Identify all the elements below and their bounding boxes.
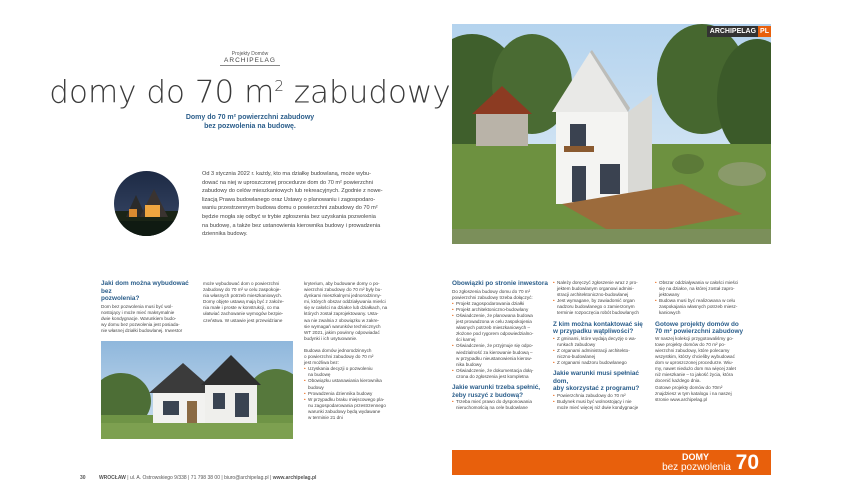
bullet-item: • Jest wymagane, by zawiadomić organ nadzoru budowlanego o zamierzonym terminie rozpoczęcia robót budowlanych: [553, 298, 651, 316]
body-line: wierzchni zabudowy do 70 m² były bu-: [304, 287, 382, 293]
col1-body: [101, 304, 199, 334]
intro-text: [202, 170, 407, 239]
intro-line: Od 3 stycznia 2022 r. każdy, kto ma działkę budowlaną, może wybu-: [202, 171, 372, 177]
body-line: jest możliwa bez:: [304, 360, 339, 366]
heading-line: aby skorzystać z programu?: [553, 385, 640, 393]
heading-line: Jakie warunki trzeba spełnić,: [452, 384, 541, 391]
bullet-item: • Obowiązku ustanawiania kierownika budowy: [304, 378, 402, 390]
body-line: znajdziesz w tym katalogu i na naszej: [655, 390, 732, 396]
footer: 30 WROCŁAW | ul. A. Ostrowskiego 9/338 | 71 798 38 00 | biuro@archipelag.pl | www.archipelag.pl: [80, 475, 317, 481]
body-line: o powierzchni zabudowy do 70 m²: [304, 354, 374, 360]
body-line: WT 2021, jakim powinny odpowiadać: [304, 329, 380, 335]
heading-line: żeby ruszyć z budową?: [452, 391, 524, 399]
heading-line: pozwolenia?: [101, 295, 140, 303]
column-6: [655, 280, 755, 403]
intro-line: zabudowy do celów mieszkaniowych lub rekreacyjnych. Zgodnie z nowe-: [202, 188, 383, 195]
body-line: wy domu bez pozwolenia jest posiada-: [101, 322, 180, 328]
body-line: W naszej kolekcji przygotowaliśmy go-: [655, 335, 734, 341]
body-line: nostojący i może mieć maksymalnie: [101, 309, 175, 315]
col5-bullets-3: [553, 393, 651, 411]
page-number: 30: [80, 475, 86, 481]
column-2: [203, 281, 293, 324]
photo-brand-badge: [707, 26, 771, 37]
kicker: Projekty Domów: [231, 51, 269, 57]
body-line: sie wymagań warunków technicznych: [304, 323, 381, 329]
bullet-item: • Oświadczenie, że dokumentacja dołą- czona do zgłoszenia jest kompletna: [452, 368, 548, 380]
bullet-item: • Powierzchnia zabudowy do 70 m²: [553, 393, 651, 399]
footer-city: WROCŁAW: [98, 475, 126, 481]
intro-line: na budowę, a także bez ustanowienia kierownika budowy i prowadzenia: [202, 222, 381, 229]
col4-intro: [452, 289, 548, 301]
footer-website[interactable]: www.archipelag.pl: [272, 475, 317, 481]
heading-line: Z kim można kontaktować się: [553, 320, 643, 328]
heading-line: Jakie warunki musi spełniać dom,: [553, 370, 639, 385]
house-photo-small: [101, 341, 293, 439]
column-1: [101, 280, 199, 334]
bullet-item: • Uzyskania decyzji o pozwoleniu na budowę: [304, 366, 402, 378]
footer-email[interactable]: biuro@archipelag.pl: [224, 475, 269, 481]
body-line: zabudowy do 70 m² w celu zaspokoje-: [203, 287, 281, 293]
col3-bullets: [304, 366, 402, 421]
bullet-item: • Projekt zagospodarowania działki: [452, 301, 548, 307]
heading-line: 70 m² powierzchni zabudowy: [655, 328, 744, 336]
footer-phone: 71 798 38 00: [190, 475, 220, 481]
bullet-item: • Oświadczenie, że przyjmuje się odpo- wiedzialność za kierowanie budową – w przypadku nieustanowienia kierow- nika budowy: [452, 343, 548, 367]
page-title: [0, 66, 500, 112]
body-line: nia małe i proste w konstrukcji, co ma: [203, 305, 280, 311]
banner-number: 70: [735, 451, 759, 474]
body-line: nie własnej działki budowlanej. Inwestor: [101, 328, 183, 334]
col5-bullets: [553, 280, 651, 317]
col6-body: [655, 336, 755, 403]
body-line: wierzchni zabudowy, które polecamy: [655, 347, 730, 353]
body-line: Dom bez pozwolenia musi być wol-: [101, 303, 173, 309]
body-line: niż mieszkanie – to jakość życia, która: [655, 372, 733, 378]
body-line: wa nie zwalnia z obowiązku w zakre-: [304, 317, 380, 323]
bullet-item: • Budowa musi być realizowana w celu zaspokajania własnych potrzeb miesz- kaniowych: [655, 298, 755, 316]
title-end: zabudowy: [283, 74, 451, 111]
body-line: których został zaprojektowany. Usta-: [304, 311, 379, 317]
intro-line: będzie mogła się odbyć w trybie zgłoszenia bez uzyskania pozwolenia: [202, 213, 376, 220]
col4-bullets-2: [452, 399, 548, 411]
title-sup: 2: [274, 77, 284, 95]
body-line: my, nawet niedużo dom ma więcej zalet: [655, 366, 736, 372]
col4-heading-2: [452, 384, 548, 399]
intro-round-photo: [114, 171, 179, 236]
body-line: Domy objęte ustawą mają być z założe-: [203, 299, 284, 305]
banner-line2: bez pozwolenia: [662, 462, 731, 473]
body-line: czeństwa. W ustawie jest przewidziane: [203, 317, 283, 323]
column-5: [553, 280, 651, 411]
hero-house-photo: [452, 24, 771, 244]
subtitle-line: Domy do 70 m² powierzchni zabudowy: [185, 114, 315, 121]
heading-line: w przypadku wątpliwości?: [553, 328, 634, 336]
bullet-item: • W przypadku braku miejscowego pla- nu zagospodarowania przestrzennego warunki zabudowy będą wydawane w terminie 21 dni: [304, 397, 402, 421]
bullet-item: • Trzeba mieć prawo do dysponowania nieruchomością na cele budowlane: [452, 399, 548, 411]
banner-line1: DOMY: [682, 452, 709, 462]
footer-address: ul. A. Ostrowskiego 9/338: [130, 475, 187, 481]
intro-line: dziennika budowy.: [202, 231, 248, 238]
bullet-item: • Prowadzenia dziennika budowy: [304, 391, 402, 397]
col4-bullets: [452, 301, 548, 380]
intro-line: waniu przestrzennym budowa domu o powierzchni zabudowy do 70 m²: [202, 205, 378, 212]
bullet-item: • Należy doręczyć zgłoszenie wraz z pro- jektem budowlanym organowi admini- stracji architektoniczno-budowlanej: [553, 280, 651, 298]
subtitle: [0, 113, 500, 131]
bullet-item: • Oświadczenie, że planowana budowa jest prowadzona w celu zaspokojenia własnych potrzeb mieszkaniowych – złożone pod rygorem odpowiedzialno- ści karnej: [452, 313, 548, 343]
subtitle-line: bez pozwolenia na budowę.: [204, 123, 296, 130]
title-main: domy do 70 m: [49, 74, 275, 111]
col5-heading: [553, 321, 651, 336]
body-line: ułatwiać zachowanie wymogów bezpie-: [203, 311, 284, 317]
heading-line: Jaki dom można wybudować bez: [101, 280, 189, 295]
bullet-item: • Budynek musi być wolnostojący i nie może mieć więcej niż dwie kondygnacje: [553, 399, 651, 411]
intro-line: lizacją Prawa budowlanego oraz Ustawy o planowaniu i zagospodaro-: [202, 196, 376, 203]
intro-line: dować na niej w uproszczonej procedurze dom do 70 m² powierzchni: [202, 179, 374, 186]
col5-heading-3: [553, 370, 651, 393]
body-line: dynkami mieszkalnymi jednorodzinny-: [304, 293, 382, 299]
bullet-item: • Z organami nadzoru budowlanego: [553, 360, 651, 366]
bullet-item: • Z organami administracji architekto- niczno-budowlanej: [553, 348, 651, 360]
bullet-item: • Obszar oddziaływania w całości mieści się na działce, na której został zapro- jektowany: [655, 280, 755, 298]
body-line: może wybudować dom o powierzchni: [203, 281, 280, 286]
col4-heading: Obowiązki po stronie inwestora: [452, 280, 548, 287]
column-4: [452, 280, 548, 411]
body-line: się w całości na działce lub działkach, na: [304, 305, 388, 311]
heading-line: Gotowe projekty domów do: [655, 320, 739, 328]
body-line: powierzchni zabudowy trzeba dołączyć:: [452, 294, 533, 300]
body-line: docenić każdego dnia.: [655, 378, 701, 384]
photo-brand: ARCHIPELAG: [709, 28, 757, 35]
col1-heading: [101, 280, 199, 303]
body-line: budynki i ich usytuowanie.: [304, 335, 358, 341]
body-line: Budowa domów jednorodzinnych: [304, 347, 372, 353]
col5-bullets-2: [553, 336, 651, 366]
photo-brand-suffix: PL: [760, 28, 769, 35]
body-line: dwie kondygnacje. Warunkiem budo-: [101, 315, 177, 321]
bez-pozwolenia-banner: [452, 450, 771, 475]
body-line: dom w uproszczonej procedurze. Wiu-: [655, 360, 734, 366]
body-line: Gotowe projekty domów do 70m²: [655, 384, 723, 390]
body-line: Do zgłoszenia budowy domu do 70 m²: [452, 288, 531, 294]
bullet-item: • Projekt architektoniczno-budowlany: [452, 307, 548, 313]
col6-bullets: [655, 280, 755, 317]
body-line: stronie www.archipelag.pl: [655, 396, 708, 402]
bullet-item: • Z gminami, które wydają decyzję o wa- runkach zabudowy: [553, 336, 651, 348]
kicker-brand: ARCHIPELAG: [224, 57, 276, 64]
body-line: mi, których obszar oddziaływania mieści: [304, 299, 386, 305]
body-line: towe projekty domów do 70 m² po-: [655, 341, 726, 347]
column-3: [304, 281, 402, 421]
body-line: nia własnych potrzeb mieszkaniowych.: [203, 293, 282, 299]
body-line: kryterium, aby budowane domy o po-: [304, 281, 380, 286]
body-line: wszystkim, którzy chcieliby wybudować: [655, 354, 735, 360]
col6-heading: [655, 321, 755, 336]
